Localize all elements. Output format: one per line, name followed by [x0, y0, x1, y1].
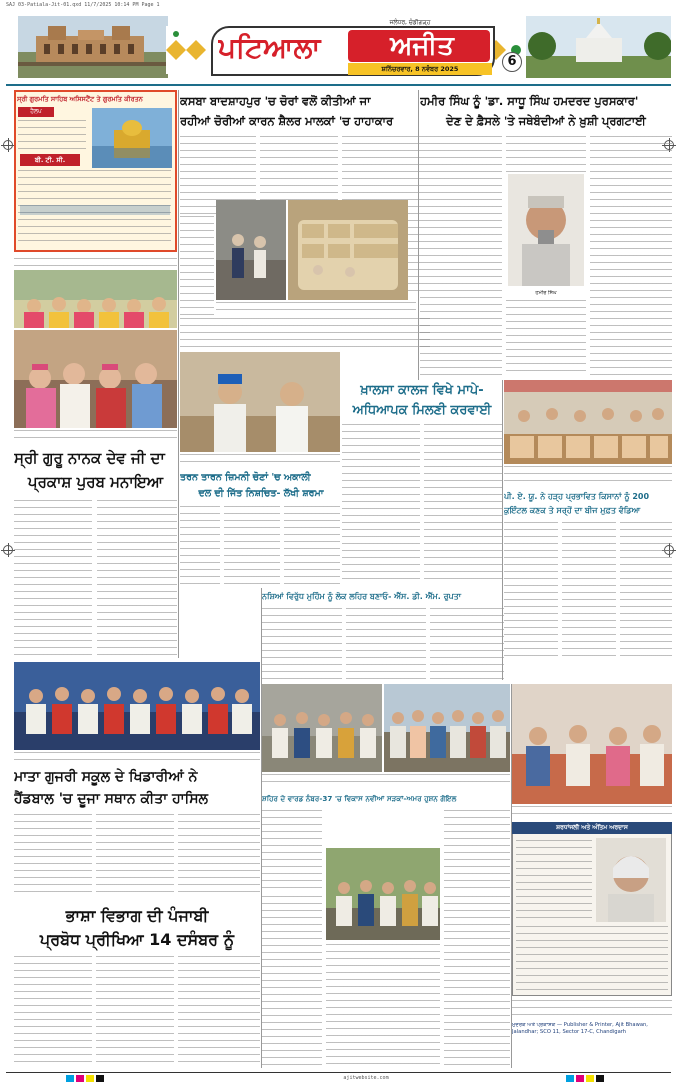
color-swatch-cyan — [66, 1075, 74, 1082]
mata-gujri-photo — [14, 662, 260, 750]
obituary-portrait — [596, 838, 666, 922]
robbery-headline-1: ਕਸਬਾ ਬਾਦਸ਼ਾਹਪੁਰ 'ਚ ਚੋਰਾਂ ਵਲੋਂ ਕੀਤੀਆਂ ਜਾ — [180, 94, 371, 108]
ward-body-col3b — [444, 896, 510, 1066]
masthead-edition: ਜਲੰਧਰ, ਚੰਡੀਗੜ੍ਹ — [389, 19, 431, 26]
ad-badge: ਹੈਲਪ — [18, 107, 54, 117]
prakash-photo-bottom — [14, 330, 177, 428]
masthead — [6, 12, 671, 80]
khalsa-headline-1: ਖ਼ਾਲਸਾ ਕਾਲਜ ਵਿਖੇ ਮਾਪੇ- — [360, 383, 484, 398]
event-photo-caption — [262, 774, 510, 788]
robbery-photo-left — [216, 200, 286, 300]
reception-caption — [512, 806, 672, 820]
drugs-body-col1 — [262, 608, 342, 680]
column-rule — [178, 90, 179, 658]
print-slug: SAJ 03-Patiala-Jit-01.qxd 11/7/2025 10:14 PM Page 1 — [6, 2, 160, 8]
taran-taran-body-col3 — [284, 506, 340, 586]
bhasha-body-col1 — [14, 956, 92, 1066]
palace-image — [18, 16, 168, 78]
drugs-headline: ਨਸ਼ਿਆਂ ਵਿਰੁੱਧ ਮੁਹਿੰਮ ਨੂੰ ਲੋਕ ਲਹਿਰ ਬਣਾਓ- ਐੱਸ. ਡੀ. ਐੱਮ. ਰੁਪਤਾ — [262, 592, 462, 601]
award-body-col3 — [590, 136, 672, 376]
color-swatch-yellow — [586, 1075, 594, 1082]
reception-photo — [512, 684, 672, 804]
column-rule — [261, 588, 262, 1068]
pau-body-col3 — [620, 522, 672, 662]
footer-rule — [6, 1072, 671, 1073]
pau-subline: ਕੁਇੰਟਲ ਕਣਕ ਤੇ ਸਰ੍ਹੋਂ ਦਾ ਬੀਜ ਮੁਫ਼ਤ ਵੰਡਿਆ — [504, 506, 641, 515]
robbery-headline-2: ਰਹੀਆਂ ਚੋਰੀਆਂ ਕਾਰਨ ਸ਼ੈਲਰ ਮਾਲਕਾਂ 'ਚ ਹਾਹਾਕਾਰ — [180, 114, 394, 128]
ad-button[interactable]: ਬੀ. ਟੀ. ਸੀ. — [20, 154, 80, 166]
robbery-photo-caption — [216, 302, 416, 314]
mata-gujri-body-col1 — [14, 814, 92, 898]
robbery-photo-right — [288, 200, 408, 300]
prakash-photo-caption — [14, 430, 177, 442]
mata-gujri-headline-1: ਮਾਤਾ ਗੁਜਰੀ ਸਕੂਲ ਦੇ ਖਿਡਾਰੀਆਂ ਨੇ — [14, 769, 198, 785]
pau-caption — [504, 466, 672, 486]
bhasha-headline-1: ਭਾਸ਼ਾ ਵਿਭਾਗ ਦੀ ਪੰਜਾਬੀ — [65, 906, 209, 925]
award-headline-2: ਦੇਣ ਦੇ ਫ਼ੈਸਲੇ 'ਤੇ ਜਥੇਬੰਦੀਆਂ ਨੇ ਖ਼ੁਸ਼ੀ ਪ੍ਰਗਟਾਈ — [446, 114, 646, 128]
pau-photo — [504, 380, 672, 464]
page-number: 6 — [502, 52, 522, 72]
ad-text — [18, 120, 86, 150]
ad-title: ਸ੍ਰੀ ਗੁਰਮਤਿ ਸਾਹਿਬ ਅਸਿਸਟੈਂਟ ਤੇ ਗੁਰਮਤਿ ਕੀਰਤਨ — [17, 95, 143, 103]
ward-body-col3 — [444, 810, 510, 894]
khalsa-body-col1 — [342, 424, 420, 584]
column-rule — [502, 380, 503, 680]
hamir-singh-caption: ਹਮੀਰ ਸਿੰਘ — [535, 290, 557, 296]
award-body-col2b — [506, 300, 586, 376]
khalsa-body-col2 — [424, 424, 502, 584]
event-photo-center — [384, 684, 510, 772]
mata-gujri-body-col3 — [178, 814, 260, 898]
masthead-rule — [6, 84, 671, 86]
color-swatch-yellow — [86, 1075, 94, 1082]
registration-mark — [3, 545, 13, 555]
bhasha-headline-2: ਪ੍ਰਬੋਧ ਪ੍ਰੀਖਿਆ 14 ਦਸੰਬਰ ਨੂੰ — [39, 930, 235, 949]
mata-gujri-headline-2: ਹੈਂਡਬਾਲ 'ਚ ਦੂਜਾ ਸਥਾਨ ਕੀਤਾ ਹਾਸਿਲ — [14, 791, 208, 807]
gurdwara-image — [526, 16, 671, 78]
color-swatch-magenta — [576, 1075, 584, 1082]
mata-gujri-body-col2 — [96, 814, 174, 898]
robbery-body-tail — [180, 318, 430, 348]
page-mark: ajitwebsite.com — [343, 1075, 389, 1081]
golden-temple-image — [92, 108, 172, 168]
taran-taran-body-col2 — [224, 506, 280, 586]
imprint-text — [512, 1000, 672, 1020]
bhasha-body-col2 — [96, 956, 174, 1066]
taran-taran-photo — [180, 352, 340, 452]
taran-taran-caption — [180, 454, 340, 466]
robbery-body-narrow — [180, 216, 214, 316]
color-swatch-magenta — [76, 1075, 84, 1082]
mata-gujri-caption — [14, 752, 260, 764]
color-swatch-black — [596, 1075, 604, 1082]
obituary-header: ਸ਼ਰਧਾਂਜਲੀ ਅਤੇ ਅੰਤਿਮ ਅਰਦਾਸ — [512, 822, 672, 834]
obituary-details — [516, 926, 668, 992]
ward-body-col2 — [326, 944, 440, 1066]
pau-body-col1 — [504, 522, 558, 662]
prakash-body-col2 — [97, 500, 177, 660]
robbery-body-col2 — [260, 136, 338, 200]
ward-headline: ਸ਼ਹਿਰ ਦੇ ਵਾਰਡ ਨੰਬਰ-37 'ਚ ਵਿਕਾਸ ਨਵੀਆਂ ਸੜਕਾਂ-ਅਮਰ ਹੁਸ਼ਨ ਗੋਇਲ — [262, 794, 457, 803]
award-body-col2 — [506, 136, 586, 172]
award-body-col1 — [420, 136, 502, 376]
ward-body-col1 — [262, 810, 322, 894]
column-rule — [418, 90, 419, 380]
story-text — [14, 258, 177, 268]
ad-highlight-strip — [20, 205, 170, 215]
drugs-body-col2 — [346, 608, 426, 680]
prakash-headline-2: ਪ੍ਰਕਾਸ਼ ਪੁਰਬ ਮਨਾਇਆ — [27, 473, 164, 491]
drugs-body-col3 — [430, 608, 504, 680]
imprint: ਮੁਦਰਕ ਅਤੇ ਪ੍ਰਕਾਸ਼ਕ — Publisher & Printer, Ajit Bhawan, Jalandhar; SCO 11, Sector 17-C, Chandigarh — [512, 1022, 648, 1035]
ward-photo — [326, 848, 440, 940]
prakash-photo-top — [14, 270, 177, 328]
color-swatch-black — [96, 1075, 104, 1082]
masthead-city: ਪਟਿਆਲਾ — [218, 31, 321, 64]
column-rule — [511, 684, 512, 1068]
color-swatch-cyan — [566, 1075, 574, 1082]
taran-taran-headline-1: ਤਰਨ ਤਾਰਨ ਜ਼ਿਮਨੀ ਚੋਣਾਂ 'ਚ ਅਕਾਲੀ — [180, 472, 311, 483]
pau-headline: ਪੀ. ਏ. ਯੂ. ਨੇ ਹੜ੍ਹ ਪ੍ਰਭਾਵਿਤ ਕਿਸਾਨਾਂ ਨੂੰ 200 — [504, 492, 650, 501]
event-photo-left — [262, 684, 382, 772]
prakash-headline-1: ਸ੍ਰੀ ਗੁਰੂ ਨਾਨਕ ਦੇਵ ਜੀ ਦਾ — [14, 449, 165, 467]
taran-taran-body-col1 — [180, 506, 220, 586]
taran-taran-headline-2: ਦਲ ਦੀ ਜਿੱਤ ਨਿਸ਼ਚਿਤ- ਲੱਖੀ ਸ਼ਰਮਾ — [198, 488, 324, 499]
hamir-singh-photo — [508, 174, 584, 286]
khalsa-headline-2: ਅਧਿਆਪਕ ਮਿਲਣੀ ਕਰਵਾਈ — [352, 403, 492, 418]
bhasha-body-col3 — [178, 956, 260, 1066]
registration-mark — [3, 140, 13, 150]
masthead-paper-name: ਅਜੀਤ — [390, 31, 454, 61]
color-bar — [6, 1074, 671, 1084]
prakash-body-col1 — [14, 500, 92, 660]
obituary-text — [516, 840, 592, 922]
pau-body-col2 — [562, 522, 616, 662]
masthead-date: ਸ਼ਨਿੱਚਰਵਾਰ, 8 ਨਵੰਬਰ 2025 — [348, 63, 492, 75]
award-headline-1: ਹਮੀਰ ਸਿੰਘ ਨੂੰ 'ਡਾ. ਸਾਧੂ ਸਿੰਘ ਹਮਦਰਦ ਪੁਰਸਕਾਰ' — [420, 94, 639, 108]
ward-body-col1b — [262, 896, 322, 1066]
